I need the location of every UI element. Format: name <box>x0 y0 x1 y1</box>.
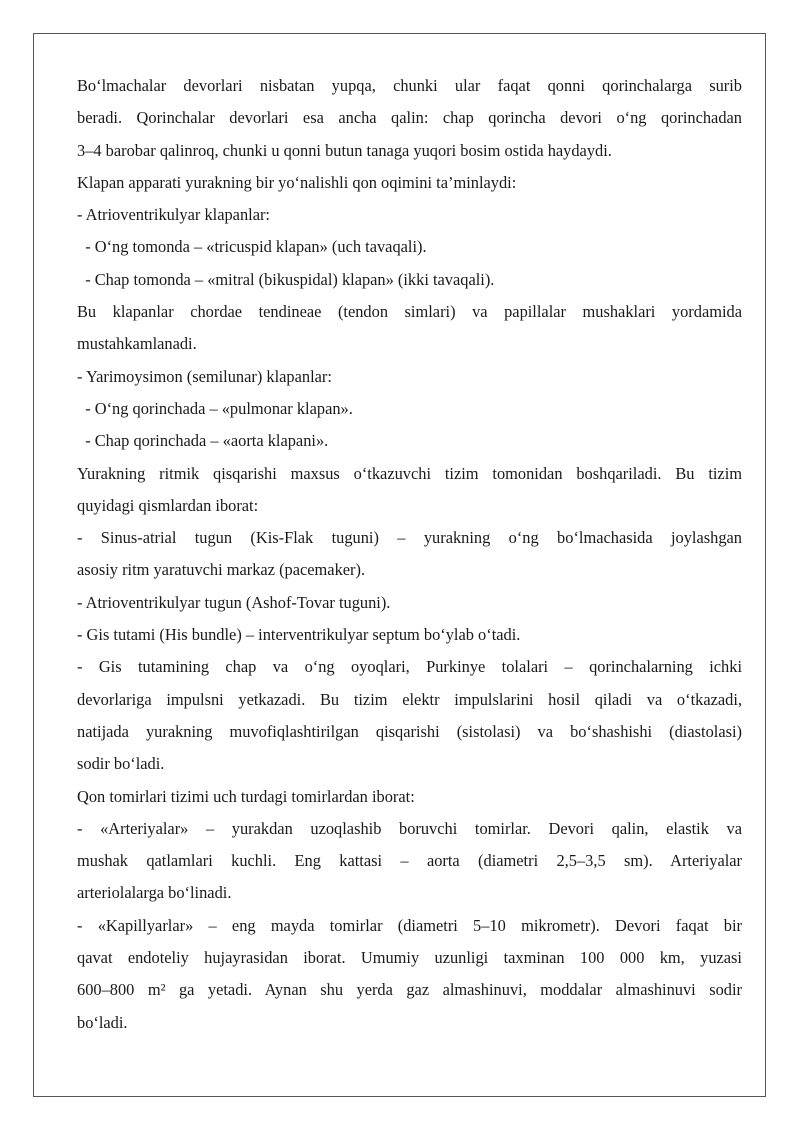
list-subitem: - Chap tomonda – «mitral (bikuspidal) klapan» (ikki tavaqali). <box>77 269 495 289</box>
text-line: bo‘ladi. <box>77 1012 128 1032</box>
text-line: asosiy ritm yaratuvchi markaz (pacemaker). <box>77 560 366 580</box>
text-line: qavat endoteliy hujayrasidan iborat. Umumiy uzunligi taxminan 100 000 km, yuzasi <box>77 948 742 968</box>
text-line: 600–800 m² ga yetadi. Aynan shu yerda gaz almashinuvi, moddalar almashinuvi sodir <box>77 980 742 1000</box>
text-line: Qon tomirlari tizimi uch turdagi tomirlardan iborat: <box>77 786 415 806</box>
list-item: - Sinus-atrial tugun (Kis-Flak tuguni) – yurakning o‘ng bo‘lmachasida joylashgan <box>77 528 742 548</box>
text-line: Bo‘lmachalar devorlari nisbatan yupqa, chunki ular faqat qonni qorinchalarga surib <box>77 76 742 95</box>
text-line: natijada yurakning muvofiqlashtirilgan qisqarishi (sistolasi) va bo‘shashishi (diastolasi) <box>77 721 742 741</box>
list-item: - Yarimoysimon (semilunar) klapanlar: <box>77 366 332 386</box>
text-line: mushak qatlamlari kuchli. Eng kattasi – aorta (diametri 2,5–3,5 sm). Arteriyalar <box>77 851 742 871</box>
list-item: - Gis tutamining chap va o‘ng oyoqlari, Purkinye tolalari – qorinchalarning ichki <box>77 657 742 677</box>
list-item: - Atrioventrikulyar klapanlar: <box>77 205 270 225</box>
list-item: - Gis tutami (His bundle) – interventrikulyar septum bo‘ylab o‘tadi. <box>77 625 521 645</box>
list-subitem: - O‘ng qorinchada – «pulmonar klapan». <box>77 398 353 418</box>
text-line: sodir bo‘ladi. <box>77 754 165 774</box>
list-subitem: - O‘ng tomonda – «tricuspid klapan» (uch tavaqali). <box>77 237 427 257</box>
list-item: - Atrioventrikulyar tugun (Ashof-Tovar tuguni). <box>77 592 391 612</box>
text-line: Yurakning ritmik qisqarishi maxsus o‘tkazuvchi tizim tomonidan boshqariladi. Bu tizim <box>77 463 742 483</box>
text-line: beradi. Qorinchalar devorlari esa ancha qalin: chap qorincha devori o‘ng qorinchadan <box>77 108 742 128</box>
text-line: mustahkamlanadi. <box>77 334 197 354</box>
document-body <box>77 70 742 1039</box>
text-line: arteriolalarga bo‘linadi. <box>77 883 232 903</box>
list-item: - «Arteriyalar» – yurakdan uzoqlashib boruvchi tomirlar. Devori qalin, elastik va <box>77 818 742 838</box>
text-line: Klapan apparati yurakning bir yo‘nalishli qon oqimini ta’minlaydi: <box>77 172 517 192</box>
text-line: quyidagi qismlardan iborat: <box>77 495 259 515</box>
list-subitem: - Chap qorinchada – «aorta klapani». <box>77 431 329 451</box>
list-item: - «Kapillyarlar» – eng mayda tomirlar (diametri 5–10 mikrometr). Devori faqat bir <box>77 915 742 935</box>
text-line: devorlariga impulsni yetkazadi. Bu tizim elektr impulslarini hosil qiladi va o‘tkazadi, <box>77 689 742 709</box>
text-line: Bu klapanlar chordae tendineae (tendon simlari) va papillalar mushaklari yordamida <box>77 302 742 322</box>
text-line: 3–4 barobar qalinroq, chunki u qonni butun tanaga yuqori bosim ostida haydaydi. <box>77 140 612 160</box>
